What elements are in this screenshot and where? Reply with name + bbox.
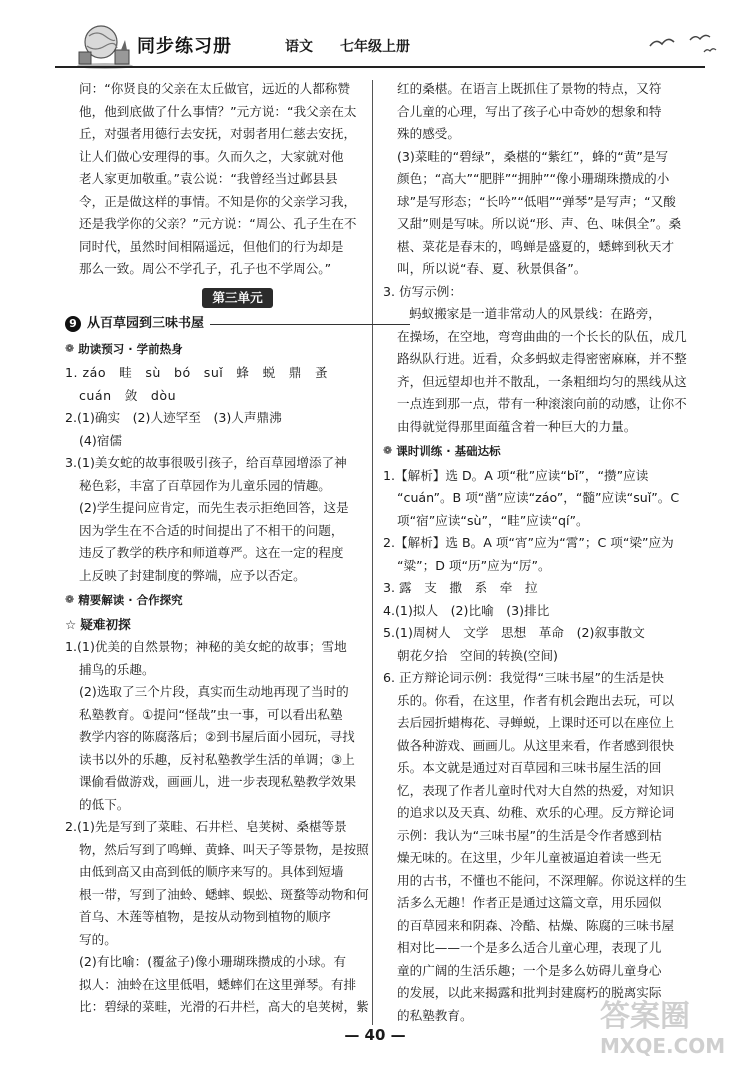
text-line: 同时代，虽然时间相隔遥远，但他们的行为却是 <box>79 238 344 254</box>
lesson-number: 9 <box>65 316 81 332</box>
text-line: 他，他到底做了什么事情？”元方说：“我父亲在太 <box>79 103 357 119</box>
section-title: 精要解读 · 合作探究 <box>78 593 183 607</box>
section-bullet-icon: ❁ <box>65 593 75 606</box>
left-column <box>65 78 410 1019</box>
text-line: (3)菜畦的“碧绿”，桑椹的“紫红”，蜂的“黄”是写 <box>397 148 669 164</box>
text-line: 6. 正方辩论词示例：我觉得“三味书屋”的生活是快 <box>383 670 664 685</box>
text-line: 2.(1)先是写到了菜畦、石井栏、皂荚树、桑椹等景 <box>65 819 347 834</box>
lesson-title: 从百草园到三味书屋 <box>87 316 205 331</box>
text-line: 秘色彩，丰富了百草园作为儿童乐园的情趣。 <box>79 477 331 493</box>
text-line: 那么一致。周公不学孔子，孔子也不学周公。” <box>79 261 332 276</box>
left-intro-paragraph <box>65 78 410 281</box>
text-line: (4)宿儒 <box>79 432 123 448</box>
right-column <box>383 78 728 1027</box>
text-line: 合儿童的心理，写出了孩子心中奇妙的想象和特 <box>397 103 662 119</box>
subsection-heading <box>65 614 410 637</box>
text-line: 物，然后写到了鸣蝉、黄蜂、叫天子等景物，是按照 <box>79 841 369 857</box>
section-heading <box>65 589 410 612</box>
text-line: 用的古书，不懂也不能问，不深理解。你说这样的生 <box>397 872 687 888</box>
text-line: 2.【解析】选 B。A 项“宵”应为“霄”；C 项“梁”应为 <box>383 535 674 550</box>
text-line: 读书以外的乐趣，反衬私塾教学生活的单调；③上 <box>79 751 355 767</box>
text-line: 活多么无趣！作者正是通过这篇文章，用乐园似 <box>397 895 662 910</box>
text-line: 因为学生在不合适的时间提出了不相干的问题， <box>79 522 344 538</box>
text-line: 颜色；“高大”“肥胖”“拥肿”“像小珊瑚珠攒成的小 <box>397 171 670 186</box>
text-line: 乐。本文就是通过对百草园和三味书屋生活的回 <box>397 760 662 775</box>
header-rule <box>55 66 705 68</box>
text-line: “cuán”。B 项“凿”应读“záo”，“髓”应读“suǐ”。C <box>397 490 680 505</box>
text-line: 让人们做心安理得的事。久而久之，大家就对他 <box>79 148 344 164</box>
text-line: 齐，但远望却也并不散乱，一条粗细均匀的黑线从这 <box>397 373 687 389</box>
text-line: 乐的。你看，在这里，作者有机会跑出去玩，可以 <box>397 692 675 708</box>
section-title: 助读预习 · 学前热身 <box>78 341 183 356</box>
birds-icon <box>640 28 720 58</box>
section-bullet-icon: ❁ <box>383 444 393 457</box>
text-line: 2.(1)确实 (2)人迹罕至 (3)人声鼎沸 <box>65 410 282 425</box>
text-line: 一点连到那一点，带有一种滚滚向前的动感，让你不 <box>397 396 687 411</box>
text-line: (2)选取了三个片段，真实而生动地再现了当时的 <box>79 684 349 699</box>
text-line: 的低下。 <box>79 796 130 812</box>
section-heading <box>383 440 728 463</box>
text-line: 私塾教育。①提问“怪哉”虫一事，可以看出私塾 <box>79 706 343 722</box>
watermark-logo-text: 答案圈 <box>600 999 690 1034</box>
star-icon: ☆ <box>65 616 77 632</box>
section-title: 课时训练 · 基础达标 <box>396 444 501 458</box>
text-line: 做各种游戏、画画儿。从这里来看，作者感到很快 <box>397 737 675 753</box>
grade-label: 七年级上册 <box>340 39 410 55</box>
text-line: 的发展，以此来揭露和批判封建腐朽的脱离实际 <box>397 985 662 1000</box>
text-line: 问：“你贤良的父亲在太丘做官，远近的人都称赞 <box>79 81 350 96</box>
text-line: 红的桑椹。在语言上既抓住了景物的特点，又符 <box>397 81 662 96</box>
text-line: 相对比——一个是多么适合儿童心理，表现了儿 <box>397 940 662 955</box>
text-line: 丘，对强者用德行去安抚，对弱者用仁慈去安抚， <box>79 126 357 141</box>
text-line: 3. 仿写示例： <box>383 283 462 299</box>
text-line: 教学内容的陈腐落后；②到书屋后面小园玩，寻找 <box>79 729 355 744</box>
text-line: 还是我学你的父亲？”元方说：“周公、孔子生在不 <box>79 216 357 231</box>
text-line: 在操场，在空地，弯弯曲曲的一个长长的队伍，成几 <box>397 328 687 344</box>
unit-heading <box>65 287 410 310</box>
book-title: 同步练习册 <box>137 36 232 57</box>
text-line: 由得就觉得那里面蕴含着一种巨大的力量。 <box>397 418 637 434</box>
page-header <box>55 22 705 70</box>
section-bullet-icon: ❁ <box>65 341 75 355</box>
text-line: (2)学生提问应肯定，而先生表示拒绝回答，这是 <box>79 500 349 515</box>
text-line: 叫，所以说“春、夏、秋景俱备”。 <box>397 261 587 276</box>
text-line: 违反了教学的秩序和师道尊严。这在一定的程度 <box>79 545 344 560</box>
text-line: 令，正是做这样的事情。不知是你的父亲学习我， <box>79 193 357 209</box>
subsection-title: 疑难初探 <box>80 616 131 632</box>
text-line: 路纵队行进。近看，众多蚂蚁走得密密麻麻，并不整 <box>397 351 687 366</box>
text-line: 朝花夕拾 空间的转换(空间) <box>397 647 558 663</box>
text-line: 椹、菜花是春末的，鸣蝉是盛夏的，蟋蟀到秋天才 <box>397 238 675 254</box>
text-line: 又甜”则是写味。所以说“形、声、色、味俱全”。桑 <box>397 216 682 231</box>
text-line: 忆，表现了作者儿童时代对大自然的热爱，对知识 <box>397 782 675 798</box>
text-line: “粱”；D 项“历”应为“厉”。 <box>397 557 551 573</box>
text-line: 童的广阔的生活乐趣；一个是多么妨碍儿童身心 <box>397 962 662 978</box>
text-line: 3. 露 支 撒 系 牵 拉 <box>383 580 538 595</box>
page-number: — 40 — <box>344 1026 406 1044</box>
text-line: (2)有比喻：(覆盆子)像小珊瑚珠攒成的小球。有 <box>79 954 346 969</box>
lesson-rule <box>210 323 410 325</box>
pinyin-line: 1. záo 畦 sù bó suǐ 蜂 蜕 鼎 蚤 <box>65 365 329 380</box>
lesson-heading <box>65 313 410 336</box>
text-line: 示例：我认为“三味书屋”的生活是令作者感到枯 <box>397 827 662 843</box>
text-line: 1.【解析】选 D。A 项“秕”应读“bǐ”，“攒”应读 <box>383 467 649 483</box>
text-line: 上反映了封建制度的弊端，应予以否定。 <box>79 567 306 583</box>
text-line: 的私塾教育。 <box>397 1007 473 1023</box>
text-line: 拟人：油蛉在这里低唱，蟋蟀们在这里弹琴。有排 <box>79 976 357 992</box>
text-line: 殊的感受。 <box>397 126 460 141</box>
text-line: 3.(1)美女蛇的故事很吸引孩子，给百草园增添了神 <box>65 455 347 470</box>
pinyin-line: cuán 敛 dòu <box>79 387 177 403</box>
text-line: 5.(1)周树人 文学 思想 革命 (2)叙事散文 <box>383 625 645 640</box>
text-line: 1.(1)优美的自然景物；神秘的美女蛇的故事；雪地 <box>65 639 347 654</box>
text-line: 老人家更加敬重。”袁公说：“我曾经当过邺县县 <box>79 171 338 186</box>
text-line: 比：碧绿的菜畦，光滑的石井栏，高大的皂荚树，紫 <box>79 999 369 1014</box>
text-line: 燥无味的。在这里，少年儿童被逼迫着读一些无 <box>397 850 662 865</box>
text-line: 首乌、木莲等植物，是按从动物到植物的顺序 <box>79 909 331 924</box>
watermark-url: MXQE.COM <box>600 1034 726 1058</box>
text-line: 蚂蚁搬家是一道非常动人的风景线：在路旁， <box>409 306 661 321</box>
text-line: 的百草园来和阴森、冷酷、枯燥、陈腐的三味书屋 <box>397 917 675 933</box>
text-line: 课偷看做游戏，画画儿，进一步表现私塾教学效果 <box>79 774 357 789</box>
text-line: 项“宿”应读“sù”，“畦”应读“qí”。 <box>397 512 589 528</box>
globe-logo-icon <box>75 22 135 70</box>
text-line: 写的。 <box>79 931 117 947</box>
text-line: 根一带，写到了油蛉、蟋蟀、蜈蚣、斑蝥等动物和何 <box>79 886 369 902</box>
text-line: 4.(1)拟人 (2)比喻 (3)排比 <box>383 602 550 618</box>
text-line: 捕鸟的乐趣。 <box>79 661 155 677</box>
text-line: 去后园折蜡梅花、寻蝉蜕，上课时还可以在座位上 <box>397 715 675 730</box>
unit-title: 第三单元 <box>202 288 272 308</box>
text-line: 球”是写形态；“长吟”“低唱”“弹琴”是写声；“又酸 <box>397 193 676 209</box>
section-heading <box>65 338 410 361</box>
watermark <box>600 1000 740 1066</box>
subject-label: 语文 <box>285 39 313 55</box>
text-line: 的追求以及天真、幼稚、欢乐的心理。反方辩论词 <box>397 805 675 820</box>
text-line: 由低到高又由高到低的顺序来写的。具体到短墙 <box>79 864 344 879</box>
